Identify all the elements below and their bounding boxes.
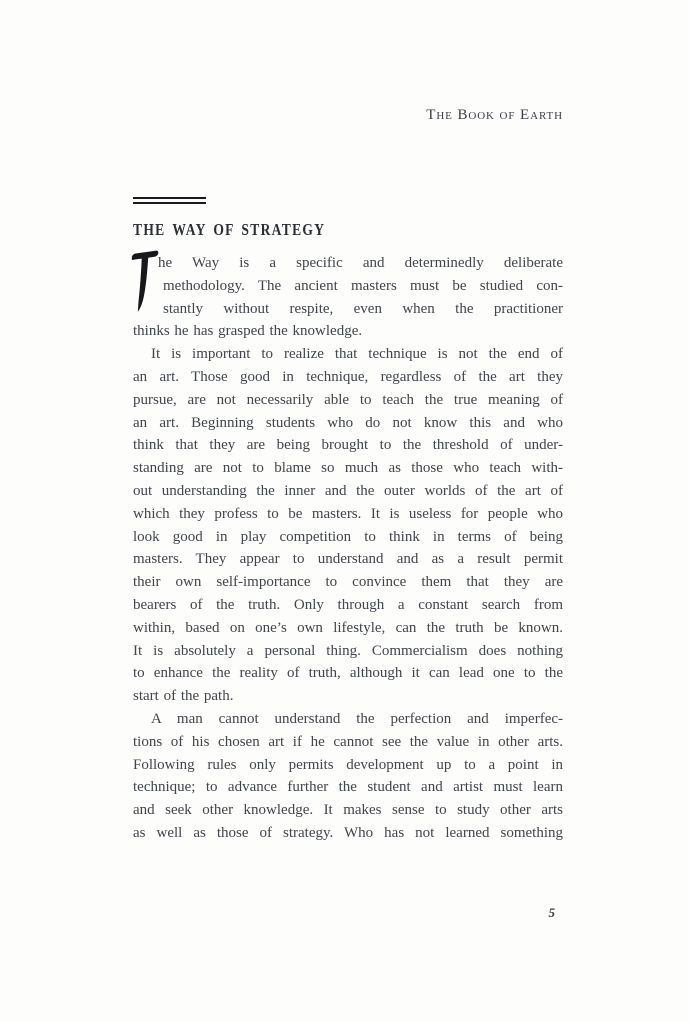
text-line: look good in play competition to think in terms of being <box>133 528 563 545</box>
text-line: their own self-importance to convince them that they are <box>133 574 563 591</box>
text-line: It is important to realize that technique is not the end of <box>151 346 563 363</box>
drop-cap-letter-t <box>131 250 159 312</box>
text-line: an art. Beginning students who do not know this and who <box>133 414 563 431</box>
text-line: which they profess to be masters. It is useless for people who <box>133 505 563 522</box>
text-line: bearers of the truth. Only through a constant search from <box>133 596 563 613</box>
text-line: to enhance the reality of truth, although it can lead one to the <box>133 665 563 682</box>
text-line: within, based on one’s own lifestyle, can the truth be known. <box>133 619 563 636</box>
text-line: technique; to advance further the student and artist must learn <box>133 779 563 796</box>
text-line: A man cannot understand the perfection and imperfec- <box>151 710 563 727</box>
section-title: THE WAY OF STRATEGY <box>133 220 326 239</box>
page-number: 5 <box>548 905 555 920</box>
text-line: Following rules only permits development up to a point in <box>133 756 563 773</box>
running-head: The Book of Earth <box>426 107 563 123</box>
paragraph <box>133 343 563 708</box>
text-line: thinks he has grasped the knowledge. <box>133 323 363 340</box>
text-line: pursue, are not necessarily able to teach the true meaning of <box>133 391 563 408</box>
text-line: stantly without respite, even when the practitioner <box>163 300 563 317</box>
text-line: masters. They appear to understand and as a result permit <box>133 551 563 568</box>
section-rule <box>133 197 206 204</box>
paragraph <box>133 708 563 845</box>
paragraph <box>133 252 563 343</box>
text-line: as well as those of strategy. Who has not learned something <box>133 824 563 841</box>
text-line: methodology. The ancient masters must be studied con- <box>163 277 563 294</box>
text-line: he Way is a specific and determinedly deliberate <box>158 255 563 271</box>
text-line: tions of his chosen art if he cannot see the value in other arts. <box>133 733 563 750</box>
text-line: standing are not to blame so much as those who teach with- <box>133 460 563 477</box>
text-line: start of the path. <box>133 688 234 705</box>
text-line: It is absolutely a personal thing. Commercialism does nothing <box>133 642 563 659</box>
body-text <box>133 252 563 845</box>
text-line: and seek other knowledge. It makes sense to study other arts <box>133 802 563 819</box>
text-line: out understanding the inner and the outer worlds of the art of <box>133 482 563 499</box>
text-line: think that they are being brought to the threshold of under- <box>133 437 563 454</box>
text-line: an art. Those good in technique, regardless of the art they <box>133 368 563 385</box>
